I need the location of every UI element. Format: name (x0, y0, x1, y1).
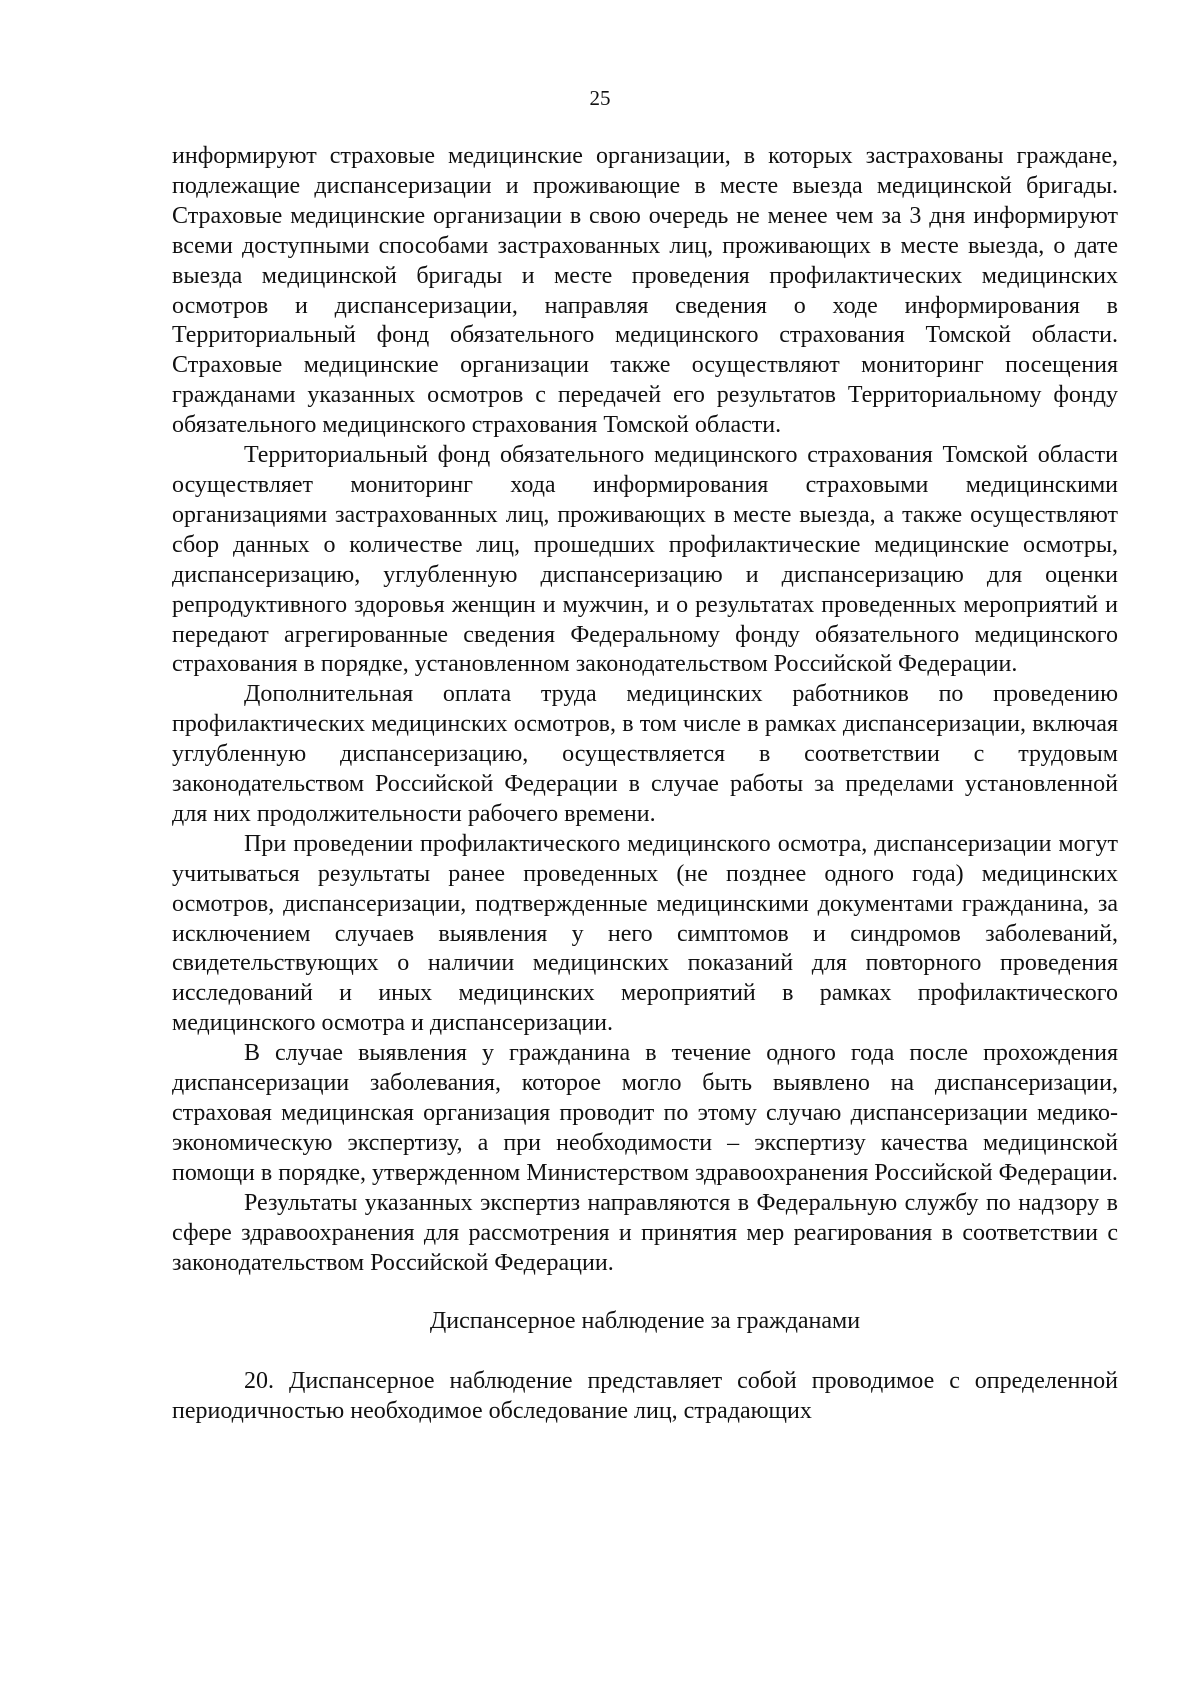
paragraph-expertise-results: Результаты указанных экспертиз направляются в Федеральную службу по надзору в сфере здравоохранения для рассмотрения и принятия мер реагирования в соответствии с законодательством Российской Федерации. (172, 1189, 1118, 1276)
document-body (172, 142, 1118, 1427)
page-number: 25 (589, 86, 611, 110)
paragraph-tfoms-monitoring: Территориальный фонд обязательного медицинского страхования Томской области осуществляет мониторинг хода информирования страховыми медицинскими организациями застрахованных лиц, проживающих в месте выезда, а также осуществляют сбор данных о количестве лиц, прошедших профилактические медицинские осмотры, диспансеризацию, углубленную диспансеризацию и диспансеризацию для оценки репродуктивного здоровья женщин и мужчин, и о результатах проведенных мероприятий и передают агрегированные сведения Федеральному фонду обязательного медицинского страхования в порядке, установленном законодательством Российской Федерации. (172, 442, 1118, 678)
paragraph-additional-pay: Дополнительная оплата труда медицинских работников по проведению профилактических медицинских осмотров, в том числе в рамках диспансеризации, включая углубленную диспансеризацию, осуществляется в соответствии с трудовым законодательством Российской Федерации в случае работы за пределами установленной для них продолжительности рабочего времени. (172, 681, 1118, 827)
paragraph-continuation: информируют страховые медицинские организации, в которых застрахованы граждане, подлежащие диспансеризации и проживающие в месте выезда медицинской бригады. Страховые медицинские организации в свою очередь не менее чем за 3 дня информируют всеми доступными способами застрахованных лиц, проживающих в месте выезда, о дате выезда медицинской бригады и месте проведения профилактических медицинских осмотров и диспансеризации, направляя сведения о ходе информирования в Территориальный фонд обязательного медицинского страхования Томской области. Страховые медицинские организации также осуществляют мониторинг посещения гражданами указанных осмотров с передачей его результатов Территориальному фонду обязательного медицинского страхования Томской области. (172, 143, 1118, 439)
paragraph-prior-results: При проведении профилактического медицинского осмотра, диспансеризации могут учитываться результаты ранее проведенных (не позднее одного года) медицинских осмотров, диспансеризации, подтвержденные медицинскими документами гражданина, за исключением случаев выявления у него симптомов и синдромов заболеваний, свидетельствующих о наличии медицинских показаний для повторного проведения исследований и иных медицинских мероприятий в рамках профилактического медицинского осмотра и диспансеризации. (172, 830, 1118, 1037)
paragraph-item-20: 20. Диспансерное наблюдение представляет собой проводимое с определенной периодичностью необходимое обследование лиц, страдающих (172, 1368, 1118, 1425)
paragraph-expert-review: В случае выявления у гражданина в течение одного года после прохождения диспансеризации заболевания, которое могло быть выявлено на диспансеризации, страховая медицинская организация проводит по этому случаю диспансеризации медико-экономическую экспертизу, а при необходимости – экспертизу качества медицинской помощи в порядке, утвержденном Министерством здравоохранения Российской Федерации. (172, 1040, 1118, 1186)
section-heading: Диспансерное наблюдение за гражданами (429, 1308, 861, 1335)
